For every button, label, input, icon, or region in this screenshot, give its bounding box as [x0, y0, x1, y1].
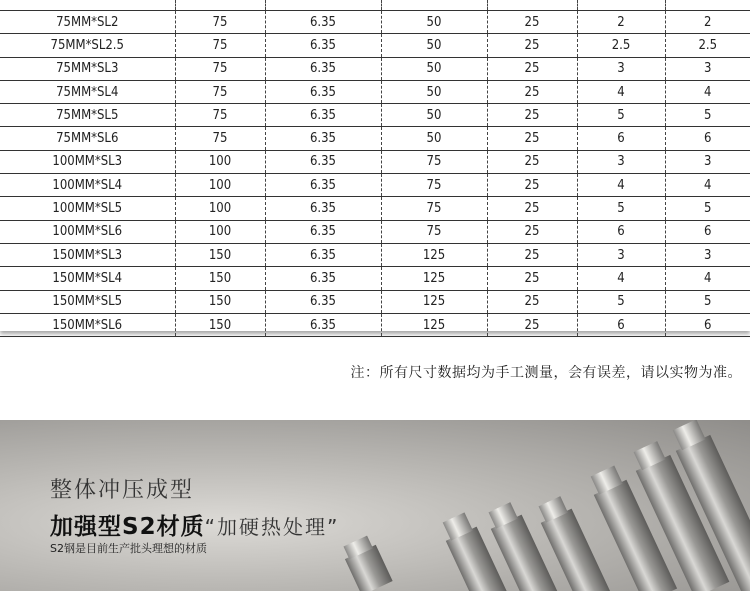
table-cell: 5: [665, 104, 750, 127]
table-cell: 75: [175, 80, 265, 103]
table-cell: 6: [577, 127, 665, 150]
table-cell: 75: [381, 220, 487, 243]
table-cell: 6.35: [265, 220, 381, 243]
table-cell: 25: [487, 267, 577, 290]
table-cell: 25: [487, 127, 577, 150]
table-cell: 150MM*SL4: [0, 267, 175, 290]
table-cell: 125: [381, 243, 487, 266]
table-cell: 125: [381, 313, 487, 336]
table-cell: 50: [381, 57, 487, 80]
table-cell: 75: [175, 104, 265, 127]
table-cell: 6.35: [265, 57, 381, 80]
table-row: [0, 243, 750, 266]
table-cell: 3: [665, 150, 750, 173]
table-cell: 150MM*SL6: [0, 313, 175, 336]
banner-title-stamping: 整体冲压成型: [50, 478, 195, 503]
table-row: [0, 150, 750, 173]
table-cell: 75MM*SL6: [0, 127, 175, 150]
table-cell: 6: [665, 127, 750, 150]
table-cell: 5: [665, 290, 750, 313]
table-cell: 25: [487, 104, 577, 127]
table-cell: 25: [487, 313, 577, 336]
table-cell: 3: [577, 57, 665, 80]
table-cell: 150: [175, 290, 265, 313]
banner-title-material: [50, 508, 339, 541]
table-cell: 5: [577, 104, 665, 127]
table-cell: 6.35: [265, 150, 381, 173]
table-cell: 25: [487, 80, 577, 103]
table-cell: 75: [381, 174, 487, 197]
table-row: [0, 313, 750, 336]
banner-title-bold: 加强型S2材质: [50, 514, 205, 540]
table-cell: 25: [487, 243, 577, 266]
table-cell: 6.35: [265, 34, 381, 57]
table-cell: 25: [487, 150, 577, 173]
table-row: [0, 11, 750, 34]
table-cell: 50: [381, 34, 487, 57]
table-cell: 4: [577, 80, 665, 103]
banner-title-quote: “加硬热处理”: [204, 515, 340, 539]
table-cell: 6: [577, 313, 665, 336]
table-cell: 75MM*SL3: [0, 57, 175, 80]
table-cell: 100: [175, 197, 265, 220]
table-cell: 50: [381, 127, 487, 150]
table-cell: 25: [487, 174, 577, 197]
table-cell: 4: [665, 80, 750, 103]
table-cell: 3: [577, 150, 665, 173]
table-cell: 2.5: [577, 34, 665, 57]
table-cell: 6: [665, 313, 750, 336]
table-cell: 50: [381, 11, 487, 34]
product-banner: [0, 420, 750, 591]
table-cell: 6.35: [265, 104, 381, 127]
table-cell: 4: [577, 267, 665, 290]
table-cell: 5: [577, 197, 665, 220]
table-cell: 150: [175, 243, 265, 266]
table-cell: 75: [381, 150, 487, 173]
table-row: [0, 127, 750, 150]
table-cell: 2.5: [665, 34, 750, 57]
table-row: [0, 197, 750, 220]
table-cell: 6.35: [265, 11, 381, 34]
table-cell: 6.35: [265, 290, 381, 313]
table-cell: 150: [175, 313, 265, 336]
table-cell: 150: [175, 267, 265, 290]
table-cell: 50: [381, 104, 487, 127]
table-row: [0, 80, 750, 103]
table-cell: 100MM*SL5: [0, 197, 175, 220]
table-cell: 150MM*SL3: [0, 243, 175, 266]
screwdriver-bits-image: [330, 420, 750, 591]
measurement-note: 注：所有尺寸数据均为手工测量，会有误差，请以实物为准。: [350, 365, 742, 381]
table-cell: 2: [577, 11, 665, 34]
table-cell: 75: [175, 11, 265, 34]
table-cell: 6.35: [265, 267, 381, 290]
table-cell: 75: [175, 57, 265, 80]
table-cell: 6.35: [265, 197, 381, 220]
bit-1: [340, 534, 393, 591]
table-cell: 5: [577, 290, 665, 313]
table-cell: 25: [487, 57, 577, 80]
table-cell: 6.35: [265, 127, 381, 150]
table-cell: 100: [175, 174, 265, 197]
table-row: [0, 267, 750, 290]
table-row: [0, 174, 750, 197]
table-row: [0, 34, 750, 57]
table-cell: 100MM*SL6: [0, 220, 175, 243]
table-cell: 3: [665, 243, 750, 266]
table-cell: 100MM*SL4: [0, 174, 175, 197]
table-cell: 75MM*SL5: [0, 104, 175, 127]
table-cell: 6.35: [265, 313, 381, 336]
table-cell: 2: [665, 11, 750, 34]
table-cell: 75MM*SL2: [0, 11, 175, 34]
table-cell: 125: [381, 267, 487, 290]
table-row: [0, 290, 750, 313]
table-cell: 75: [175, 127, 265, 150]
table-row: [0, 220, 750, 243]
table-cell: 6: [665, 220, 750, 243]
table-cell: 75MM*SL4: [0, 80, 175, 103]
table-cell: 3: [665, 57, 750, 80]
table-row: [0, 104, 750, 127]
table-cell: 75MM*SL2.5: [0, 34, 175, 57]
table-cell: 75: [381, 197, 487, 220]
table-cell: 25: [487, 34, 577, 57]
banner-subtitle: S2钢是目前生产批头理想的材质: [50, 542, 207, 555]
table-cell: 25: [487, 197, 577, 220]
table-cell: 100: [175, 150, 265, 173]
table-cell: 6.35: [265, 80, 381, 103]
table-cell: 4: [665, 267, 750, 290]
table-cell: 6: [577, 220, 665, 243]
table-cell: 50: [381, 80, 487, 103]
table-cell: 4: [577, 174, 665, 197]
table-cell: 5: [665, 197, 750, 220]
table-cell: 25: [487, 290, 577, 313]
table-cell: 6.35: [265, 174, 381, 197]
table-cell: 3: [577, 243, 665, 266]
table-row: [0, 57, 750, 80]
table-cell: 4: [665, 174, 750, 197]
table-cell: 150MM*SL5: [0, 290, 175, 313]
table-cell: 25: [487, 11, 577, 34]
table-cell: 6.35: [265, 243, 381, 266]
table-cell: 75: [175, 34, 265, 57]
table-cell: 100MM*SL3: [0, 150, 175, 173]
table-cell: 125: [381, 290, 487, 313]
table-row-partial: [0, 0, 750, 11]
table-cell: 25: [487, 220, 577, 243]
table-cell: 100: [175, 220, 265, 243]
